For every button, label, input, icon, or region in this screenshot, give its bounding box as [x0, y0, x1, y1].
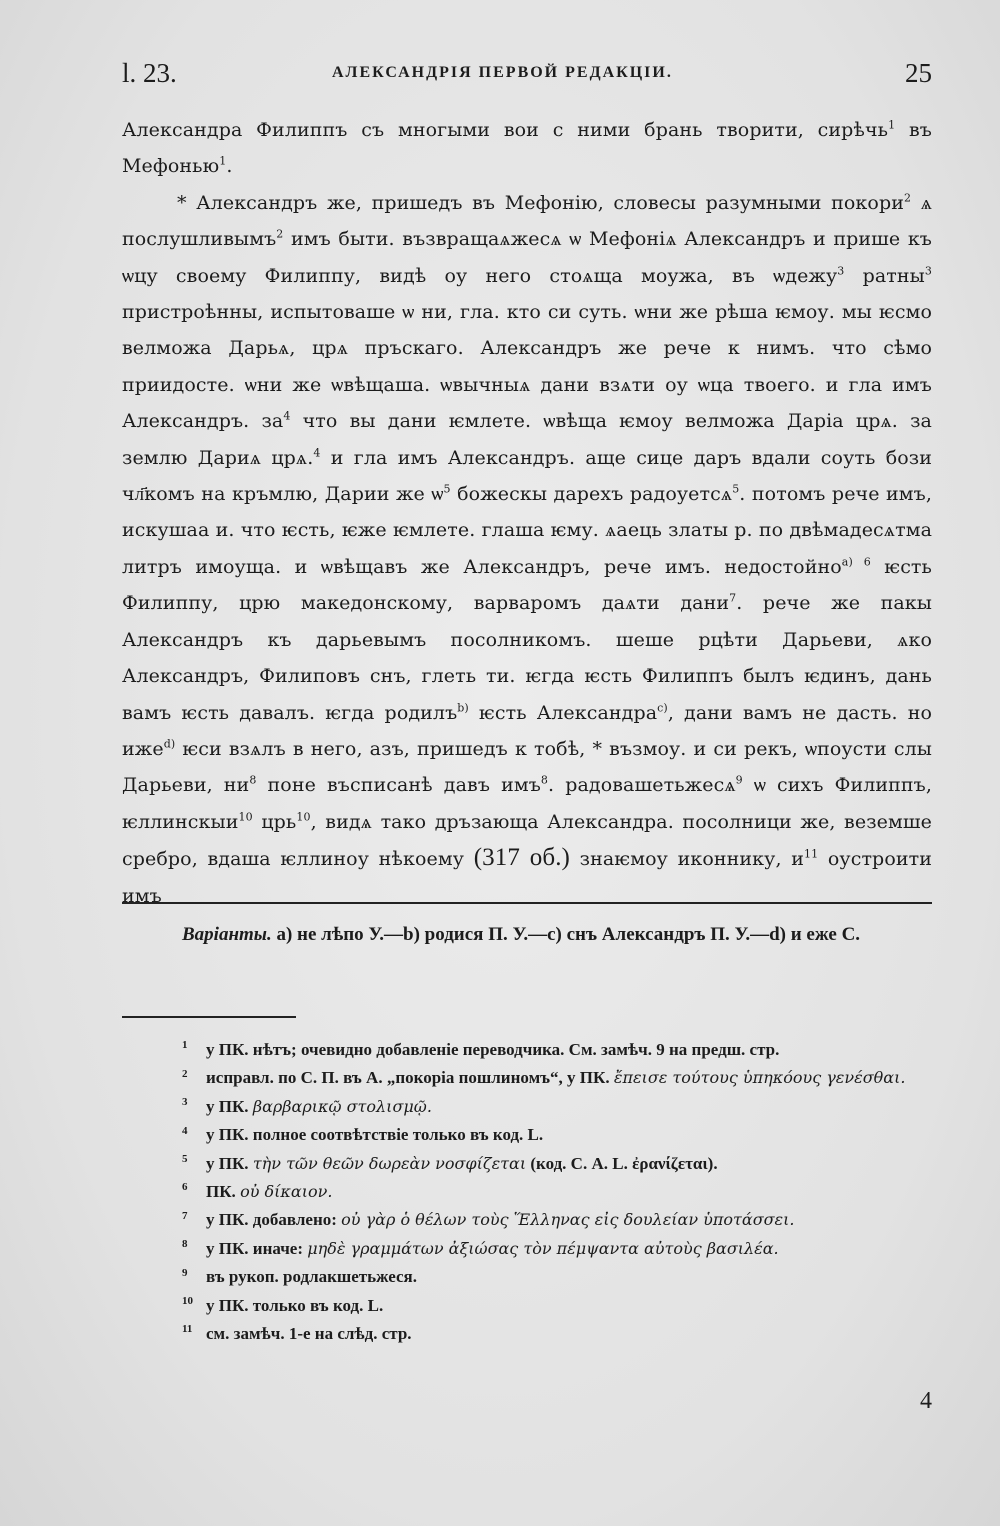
- footnote-text: ПК.: [206, 1182, 236, 1202]
- paragraph-1: [122, 112, 932, 185]
- footnote-item: 10 у ПК. только въ код. L.: [182, 1295, 384, 1315]
- text-run: знаѥмоу иконнику, и: [579, 848, 805, 871]
- footnote-item: 7 у ПК. добавлено: οὐ γὰρ ὁ θέλων τοὺς Ἕλληνας εἰς δουλείαν ὑποτάσσει.: [182, 1209, 795, 1230]
- footnote-divider: [122, 1016, 296, 1018]
- footnote-text: у ПК.: [206, 1153, 249, 1173]
- footnote-item: 9 въ рукоп. родлакшетьжеся.: [182, 1266, 417, 1287]
- running-header: [122, 58, 932, 94]
- footnote-ref: 1: [219, 155, 227, 169]
- footnote-text: см. замѣч. 1-е на слѣд. стр.: [206, 1324, 412, 1344]
- footnote-ref: d): [163, 737, 176, 751]
- footnote-text: у ПК. добавлено:: [206, 1210, 337, 1230]
- footnote-item: 8 у ПК. иначе: μηδὲ γραμμάτων ἀξιώσας τὸν πέμψαντα αὐτοὺς βασιλέα.: [182, 1238, 779, 1258]
- text-run: Александра Филиппъ съ многыми вои с ними брань творити, сирѣчь: [122, 119, 889, 141]
- text-run: божескы дарехъ радоуетсѧ: [457, 483, 733, 506]
- text-run: пристроѣнны, испытоваше ѡ ни, гла. кто си суть. ѡни же рѣша ѥмоу. мы ѥсмо велможа Дарьѧ, црѧ пръскаго. Александръ же рече к нимъ. что сѣмо приидосте. ѡни же ѡвѣщаша. ѡвычныѧ дани взѧти оу ѡца твоего. и гла имъ Александръ. за: [122, 301, 932, 433]
- footnote-ref: 9: [735, 773, 743, 787]
- footnote-item: 11 см. замѣч. 1-е на слѣд. стр.: [182, 1323, 412, 1344]
- footnote-text: въ рукоп. родлакшетьжеся.: [206, 1267, 417, 1287]
- main-text: [122, 112, 932, 914]
- footnote-text: у ПК. полное соотвѣтствіе только въ код. L.: [206, 1125, 544, 1145]
- manuscript-folio-ref: (317 об.): [473, 844, 570, 872]
- footnote-item: 5 у ПК. τὴν τῶν θεῶν δωρεὰν νοσφίζεται (код. С. А. L. ἐρανίζεται).: [182, 1152, 718, 1173]
- text-run: что вы дани ѥмлете. ѡвѣща ѥмоу велможа Даріа црѧ. за землю Дариѧ црѧ.: [122, 410, 932, 469]
- variants-label: Варіанты.: [182, 924, 272, 945]
- footnotes: [122, 1036, 932, 1348]
- page-number: 25: [905, 58, 932, 88]
- footnote-ref: a) 6: [841, 555, 871, 569]
- footnote-ref: 7: [729, 591, 737, 605]
- footnote-item: 6 ПК. οὐ δίκαιον.: [182, 1181, 333, 1202]
- footnote-ref: 5: [732, 482, 740, 496]
- footnote-item: 2 исправл. по С. П. въ А. „покоріа пошлиномъ“, у ПК. ἔπεισε τούτους ὑπηκόους γενέσθαι.: [182, 1067, 906, 1088]
- text-run: , видѧ тако дръзающа Александра. посолници же, веземше сребро, вдаша ѥллиноу нѣкоему: [122, 810, 932, 871]
- footnote-ref: 10: [296, 810, 311, 824]
- footnote-text: исправл. по С. П. въ А. „покоріа пошлиномъ“, у ПК.: [206, 1068, 610, 1088]
- footnote-text: у ПК. нѣтъ; очевидно добавленіе переводчика. См. замѣч. 9 на предш. стр.: [206, 1040, 780, 1059]
- footnote-ref: 4: [283, 409, 291, 423]
- footnote-greek: ἔπεισε τούτους ὑπηκόους γενέσθαι.: [613, 1068, 906, 1088]
- text-run: . рече же пакы Александръ къ дарьевымъ посолникомъ. шеше рцѣти Дарьеви, ѧко Александръ, Филиповъ снъ, глеть ти. ѥгда ѥсть Филиппъ былъ ѥдинъ, дань вамъ ѥсть давалъ. ѥгда родилъ: [122, 592, 932, 724]
- text-run: поне въсписанѣ давъ имъ: [267, 774, 541, 797]
- footnote-text: у ПК. только въ код. L.: [206, 1295, 384, 1315]
- text-run: ѧ послушливымъ: [122, 191, 933, 251]
- footnote-text: у ПК.: [206, 1096, 249, 1116]
- text-run: имъ быти. възвращаѧжесѧ ѡ Мефоніѧ Александръ и прише къ ѡцу своему Филиппу, видѣ оу него стоѧща моужа, въ ѡдежу: [122, 228, 932, 287]
- footnote-item: 4 у ПК. полное соотвѣтствіе только въ код. L.: [182, 1124, 544, 1145]
- footnote-greek: οὐ δίκαιον.: [240, 1182, 333, 1202]
- footnote-item: 1 у ПК. нѣтъ; очевидно добавленіе переводчика. См. замѣч. 9 на предш. стр.: [182, 1039, 780, 1059]
- variants-apparatus: [122, 918, 932, 952]
- footnote-ref: 3: [924, 264, 932, 278]
- footnote-greek: μηδὲ γραμμάτων ἀξιώσας τὸν πέμψαντα αὐτοὺς βασιλέα.: [307, 1238, 779, 1258]
- footnote-ref: 10: [238, 810, 253, 824]
- text-run: , дани вамъ не дасть. но иже: [122, 701, 932, 760]
- footnote-text: у ПК. иначе:: [206, 1238, 304, 1258]
- footnote-ref: 8: [540, 773, 549, 787]
- footnote-ref: 4: [313, 446, 321, 460]
- text-run: .: [226, 155, 233, 178]
- text-run: ѥси взѧлъ в него, азъ, пришедъ к тобѣ, * възмоу. и си рекъ, ѡпоусти слы Дарьеви, ни: [122, 737, 932, 797]
- footnote-ref: c): [657, 701, 668, 715]
- text-run: и гла имъ Александръ. аще сице даръ вдали соуть бози чл҃комъ на кръмлю, Дарии же ѡ: [122, 446, 932, 506]
- text-run: оустроити имъ: [122, 848, 933, 907]
- footnote-ref: 8: [249, 773, 257, 787]
- variants-text: a) не лѣпо У.—b) родися П. У.—c) снъ Александръ П. У.—d) и еже С.: [276, 924, 861, 945]
- text-run: . потомъ рече имъ, искушаа и. что ѥсть, ѥже ѥмлете. глаша ѥму. ѧаець златы р. по двѣмадесѧтма литръ имоуща. и ѡвѣщавъ же Александръ, рече имъ. недостойно: [122, 483, 932, 578]
- text-run: ѥсть Филиппу, црю македонскому, варваромъ даѧти дани: [122, 555, 932, 615]
- footnote-ref: 2: [276, 227, 284, 241]
- text-run: ратны: [862, 264, 925, 287]
- text-divider: [122, 902, 932, 904]
- paragraph-2: [122, 185, 932, 914]
- footnote-greek: τὴν τῶν θεῶν δωρεὰν νοσφίζεται: [252, 1153, 527, 1173]
- text-run: . радовашетьжесѧ: [548, 774, 736, 797]
- footnote-item: 3 у ПК. βαρβαρικῷ στολισμῷ.: [182, 1096, 432, 1116]
- running-title: АЛЕКСАНДРІЯ ПЕРВОЙ РЕДАКЦІИ.: [332, 64, 673, 81]
- footnote-greek: οὐ γὰρ ὁ θέλων τοὺς Ἕλληνας εἰς δουλείαν ὑποτάσσει.: [341, 1210, 795, 1230]
- footnote-ref: 3: [837, 264, 845, 278]
- footnote-ref: 11: [804, 847, 819, 861]
- footnote-greek: βαρβαρικῷ στολισμῷ.: [252, 1096, 432, 1116]
- text-run: въ Мефонью: [122, 119, 932, 178]
- folio-reference: l. 23.: [122, 58, 177, 88]
- text-run: * Александръ же, пришедъ въ Мефонію, словесы разумными покори: [177, 191, 904, 214]
- footnote-ref: 2: [903, 191, 912, 205]
- text-run: ѡ сихъ Филиппъ, ѥллинскыи: [122, 774, 933, 833]
- footnote-ref: 1: [888, 118, 896, 132]
- footnote-tail: (код. С. А. L. ἐρανίζεται).: [530, 1153, 718, 1173]
- signature-mark: 4: [920, 1388, 932, 1414]
- text-run: ѥсть Александра: [478, 701, 658, 724]
- text-run: црь: [261, 810, 297, 833]
- footnote-ref: b): [457, 701, 469, 715]
- footnote-ref: 5: [443, 482, 451, 496]
